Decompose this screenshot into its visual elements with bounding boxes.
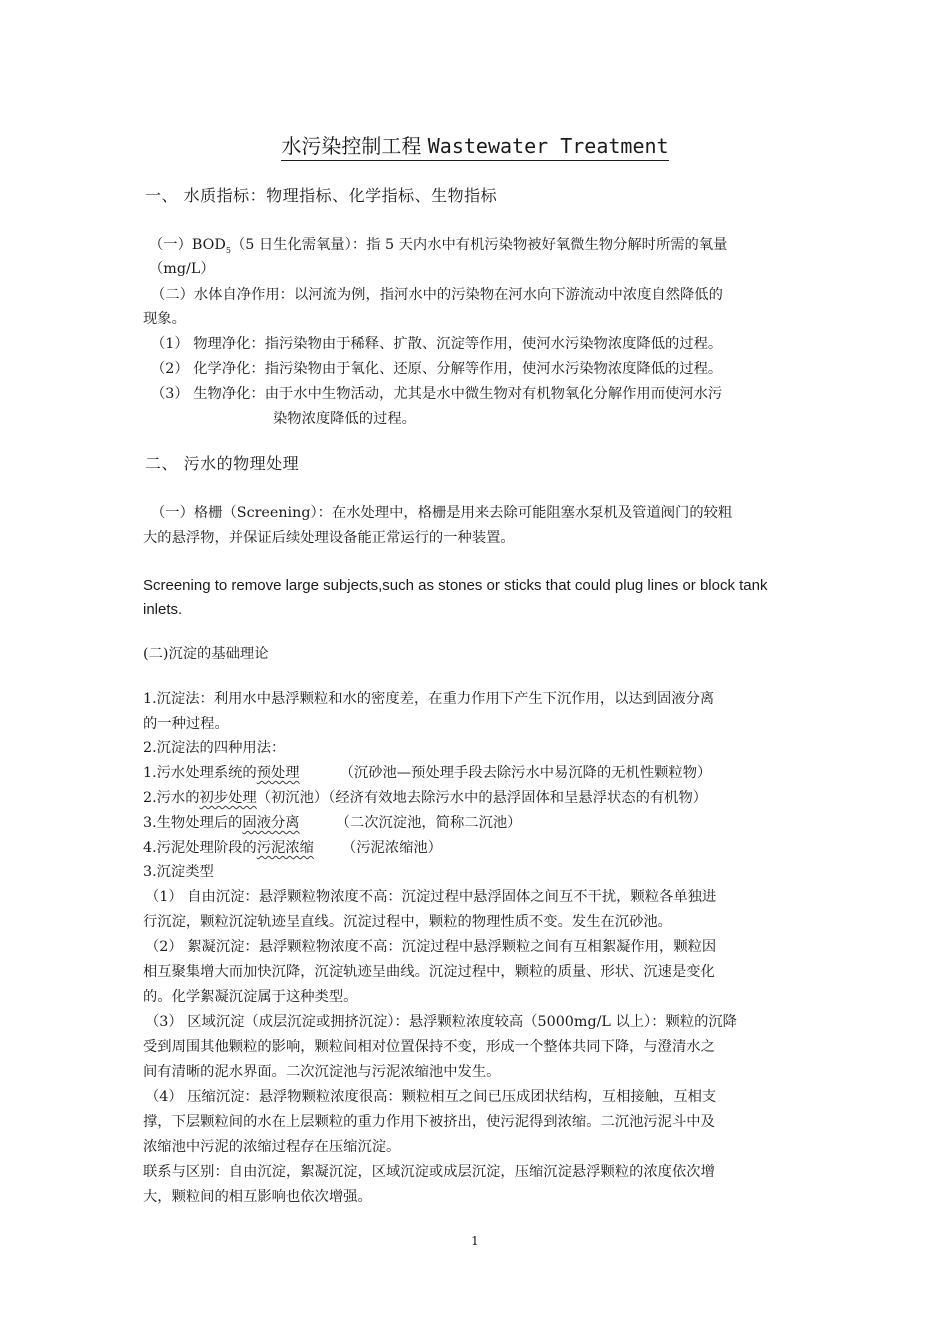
relation-line-1: 联系与区别：自由沉淀，絮凝沉淀，区域沉淀或成层沉淀，压缩沉淀悬浮颗粒的浓度依次增 xyxy=(143,1164,715,1180)
english-note-line-1: Screening to remove large subjects,such as stones or sticks that could plug lines or block tank xyxy=(143,577,768,594)
usage-1-note: （沉砂池—预处理手段去除污水中易沉降的无机性颗粒物） xyxy=(339,765,712,781)
compression-settling-line-1: （4） 压缩沉淀：悬浮物颗粒浓度很高：颗粒相互之间已压成团状结构，互相接触，互相支 xyxy=(145,1089,717,1105)
chemical-purification: （2） 化学净化：指污染物由于氧化、还原、分解等作用，使河水污染物浓度降低的过程。 xyxy=(151,361,723,377)
bod-definition-line-2: （mg/L） xyxy=(149,261,215,277)
bod-text: （5 日生化需氧量）：指 5 天内水中有机污染物被好氧微生物分解时所需的氧量 xyxy=(230,237,728,253)
method-2: 2.沉淀法的四种用法： xyxy=(143,740,286,756)
usage-1-term: 预处理 xyxy=(256,765,300,781)
screening-line-1: （一）格栅（Screening）：在水处理中，格栅是用来去除可能阻塞水泵机及管道阀门的较粗 xyxy=(151,505,733,521)
usage-2-prefix: 2.污水的 xyxy=(143,790,200,806)
flocculent-settling-line-2: 相互聚集增大而加快沉降，沉淀轨迹呈曲线。沉淀过程中，颗粒的质量、形状、沉速是变化 xyxy=(143,964,715,980)
zone-settling-line-2: 受到周围其他颗粒的影响，颗粒间相对位置保持不变，形成一个整体共同下降，与澄清水之 xyxy=(143,1039,715,1055)
sedimentation-heading: (二)沉淀的基础理论 xyxy=(143,646,269,662)
usage-4-term: 污泥浓缩 xyxy=(256,840,314,856)
compression-settling-line-3: 浓缩池中污泥的浓缩过程存在压缩沉淀。 xyxy=(143,1139,401,1155)
usage-2-term: 初步处理 xyxy=(199,790,257,806)
usage-4 xyxy=(143,838,442,858)
usage-3 xyxy=(143,813,521,833)
method-1-line-1: 1.沉淀法：利用水中悬浮颗粒和水的密度差，在重力作用下产生下沉作用，以达到固液分离 xyxy=(143,691,715,707)
biological-purification-line-2: 染物浓度降低的过程。 xyxy=(273,411,416,427)
title-english: Wastewater Treatment xyxy=(427,134,669,158)
bod-subscript: 5 xyxy=(225,246,231,255)
usage-4-prefix: 4.污泥处理阶段的 xyxy=(143,840,257,856)
method-1-line-2: 的一种过程。 xyxy=(143,716,229,732)
section-2-heading: 二、 污水的物理处理 xyxy=(145,454,300,473)
usage-4-note: （污泥浓缩池） xyxy=(341,840,442,856)
sedimentation-types-heading: 3.沉淀类型 xyxy=(143,864,214,880)
flocculent-settling-line-1: （2） 絮凝沉淀：悬浮颗粒物浓度不高：沉淀过程中悬浮颗粒之间有互相絮凝作用，颗粒因 xyxy=(145,939,717,955)
english-note-line-2: inlets. xyxy=(143,601,183,618)
zone-settling-line-3: 间有清晰的泥水界面。二次沉淀池与污泥浓缩池中发生。 xyxy=(143,1064,501,1080)
screening-line-2: 大的悬浮物，并保证后续处理设备能正常运行的一种装置。 xyxy=(143,530,515,546)
usage-1 xyxy=(143,763,711,783)
zone-settling-line-1: （3） 区域沉淀（成层沉淀或拥挤沉淀）：悬浮颗粒浓度较高（5000mg/L 以上）：颗粒的沉降 xyxy=(145,1014,737,1030)
section-1-heading: 一、 水质指标：物理指标、化学指标、生物指标 xyxy=(145,186,498,205)
bod-label: （一）BOD xyxy=(149,237,226,253)
relation-line-2: 大，颗粒间的相互影响也依次增强。 xyxy=(143,1189,372,1205)
usage-1-prefix: 1.污水处理系统的 xyxy=(143,765,257,781)
free-settling-line-2: 行沉淀，颗粒沉淀轨迹呈直线。沉淀过程中，颗粒的物理性质不变。发生在沉砂池。 xyxy=(143,914,672,930)
usage-3-term: 固液分离 xyxy=(242,815,300,831)
usage-2 xyxy=(143,788,707,808)
usage-3-note: （二次沉淀池，简称二沉池） xyxy=(335,815,522,831)
title-underlined xyxy=(281,133,668,161)
compression-settling-line-2: 撑，下层颗粒间的水在上层颗粒的重力作用下被挤出，使污泥得到浓缩。二沉池污泥斗中及 xyxy=(143,1114,715,1130)
biological-purification-line-1: （3） 生物净化：由于水中生物活动，尤其是水中微生物对有机物氧化分解作用而使河水污 xyxy=(151,386,723,402)
usage-3-prefix: 3.生物处理后的 xyxy=(143,815,243,831)
physical-purification: （1） 物理净化：指污染物由于稀释、扩散、沉淀等作用，使河水污染物浓度降低的过程。 xyxy=(151,336,723,352)
free-settling-line-1: （1） 自由沉淀：悬浮颗粒物浓度不高：沉淀过程中悬浮固体之间互不干扰，颗粒各单独进 xyxy=(145,889,717,905)
page-title xyxy=(0,133,950,161)
self-purification-line-1: （二）水体自净作用：以河流为例，指河水中的污染物在河水向下游流动中浓度自然降低的 xyxy=(151,287,723,303)
flocculent-settling-line-3: 的。化学絮凝沉淀属于这种类型。 xyxy=(143,989,358,1005)
bod-definition-line-1 xyxy=(149,235,727,261)
self-purification-line-2: 现象。 xyxy=(143,311,186,327)
title-chinese: 水污染控制工程 xyxy=(281,134,422,158)
page-number: 1 xyxy=(471,1234,479,1248)
usage-2-note: （初沉池）（经济有效地去除污水中的悬浮固体和呈悬浮状态的有机物） xyxy=(256,790,708,806)
